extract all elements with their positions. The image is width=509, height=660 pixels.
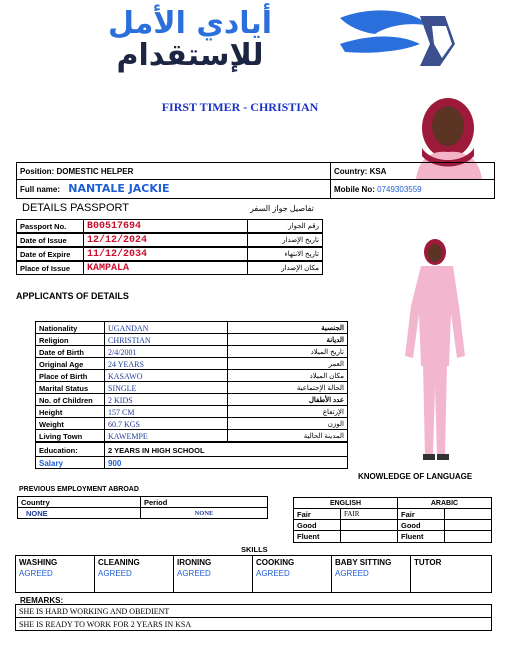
passport-value-0: B00517694 <box>83 219 248 233</box>
passport-value-2: 11/12/2034 <box>83 247 248 261</box>
skill-status-0: AGREED <box>19 569 53 578</box>
applicant-ar-8: الوزن <box>227 417 348 430</box>
applicant-ar-3: العمر <box>227 357 348 370</box>
remarks-line-1: SHE IS READY TO WORK FOR 2 YEARS IN KSA <box>15 617 492 631</box>
position-cell <box>16 162 331 180</box>
education-label: Education: <box>35 442 105 457</box>
applicant-label-9: Living Town <box>35 429 105 442</box>
language-heading: KNOWLEDGE OF LANGUAGE <box>358 472 473 481</box>
language-english-mark-fair: FAIR <box>340 508 398 520</box>
skill-name-1: CLEANING <box>98 558 140 567</box>
mobile-value: 0749303559 <box>377 185 422 194</box>
employment-country-value: NONE <box>17 507 141 519</box>
applicant-value-8: 60.7 KGS <box>104 417 228 430</box>
employment-heading: PREVIOUS EMPLOYMENT ABROAD <box>19 486 139 493</box>
passport-ar-1: تاريخ الإصدار <box>247 233 323 247</box>
employment-period-header: Period <box>140 496 268 508</box>
language-arabic-level-1: Good <box>397 519 445 531</box>
language-arabic-level-0: Fair <box>397 508 445 520</box>
language-arabic-level-2: Fluent <box>397 530 445 543</box>
skill-status-4: AGREED <box>335 569 369 578</box>
applicant-ar-2: تاريخ الميلاد <box>227 345 348 358</box>
remarks-line-0: SHE IS HARD WORKING AND OBEDIENT <box>15 604 492 618</box>
fullname-cell <box>16 179 331 199</box>
skills-heading: SKILLS <box>241 545 268 554</box>
applicant-value-3: 24 YEARS <box>104 357 228 370</box>
skill-cell-1 <box>94 555 174 593</box>
passport-ar-0: رقم الجواز <box>247 219 323 233</box>
applicant-ar-1: الديانة <box>227 333 348 346</box>
applicant-ar-0: الجنسية <box>227 321 348 334</box>
passport-label-2: Date of Expire <box>16 247 84 261</box>
skill-name-5: TUTOR <box>414 558 442 567</box>
language-english-level-1: Good <box>293 519 341 531</box>
page-title: FIRST TIMER - CHRISTIAN <box>161 100 319 114</box>
applicant-label-6: No. of Children <box>35 393 105 406</box>
language-english-header: ENGLISH <box>293 497 398 509</box>
applicant-value-5: SINGLE <box>104 381 228 394</box>
mobile-cell <box>330 179 495 199</box>
company-logo <box>40 4 460 76</box>
fullname-label: Full name: <box>20 185 61 194</box>
passport-ar-3: مكان الإصدار <box>247 261 323 275</box>
applicant-ar-7: الإرتفاع <box>227 405 348 418</box>
passport-value-3: KAMPALA <box>83 261 248 275</box>
passport-label-1: Date of Issue <box>16 233 84 247</box>
employment-period-value: NONE <box>140 507 268 519</box>
passport-label-0: Passport No. <box>16 219 84 233</box>
language-arabic-mark-fluent <box>444 530 492 543</box>
applicant-value-9: KAWEMPE <box>104 429 228 442</box>
applicant-value-7: 157 CM <box>104 405 228 418</box>
applicant-value-2: 2/4/2001 <box>104 345 228 358</box>
country-value: KSA <box>369 167 387 176</box>
skill-status-3: AGREED <box>256 569 290 578</box>
logo-arabic-line1: أيادي الأمل <box>107 6 273 41</box>
position-label: Position: <box>20 167 55 176</box>
applicant-label-8: Weight <box>35 417 105 430</box>
salary-label: Salary <box>35 456 105 469</box>
language-english-mark-fluent <box>340 530 398 543</box>
skill-status-2: AGREED <box>177 569 211 578</box>
skill-name-2: IRONING <box>177 558 212 567</box>
skills-table <box>15 555 492 593</box>
applicant-label-2: Date of Birth <box>35 345 105 358</box>
applicant-ar-9: المدينة الحالية <box>227 429 348 442</box>
skill-cell-2 <box>173 555 253 593</box>
applicant-value-1: CHRISTIAN <box>104 333 228 346</box>
applicant-ar-6: عدد الأطفال <box>227 393 348 406</box>
language-english-level-2: Fluent <box>293 530 341 543</box>
skill-name-3: COOKING <box>256 558 295 567</box>
applicant-label-7: Height <box>35 405 105 418</box>
passport-label-3: Place of Issue <box>16 261 84 275</box>
employment-country-header: Country <box>17 496 141 508</box>
skill-cell-3 <box>252 555 332 593</box>
salary-value: 900 <box>104 456 348 469</box>
applicant-value-4: KASAWO <box>104 369 228 382</box>
applicant-label-1: Religion <box>35 333 105 346</box>
applicant-label-5: Marital Status <box>35 381 105 394</box>
position-value: DOMESTIC HELPER <box>56 167 134 176</box>
mobile-label: Mobile No: <box>334 185 375 194</box>
applicant-label-0: Nationality <box>35 321 105 334</box>
skill-name-0: WASHING <box>19 558 58 567</box>
logo-arabic-line2: للإستقدام <box>116 38 264 73</box>
fullname-value: NANTALE JACKIE <box>68 182 170 195</box>
education-value: 2 YEARS IN HIGH SCHOOL <box>104 442 348 457</box>
applicant-label-3: Original Age <box>35 357 105 370</box>
language-english-level-0: Fair <box>293 508 341 520</box>
country-label: Country: <box>334 167 368 176</box>
skill-cell-0 <box>15 555 95 593</box>
passport-value-1: 12/12/2024 <box>83 233 248 247</box>
country-cell <box>330 162 495 180</box>
applicant-ar-5: الحالة الإجتماعية <box>227 381 348 394</box>
applicant-value-0: UGANDAN <box>104 321 228 334</box>
skill-status-1: AGREED <box>98 569 132 578</box>
skill-cell-4 <box>331 555 411 593</box>
passport-heading: DETAILS PASSPORT <box>22 202 129 214</box>
full-body-photo <box>395 236 485 464</box>
applicant-value-6: 2 KIDS <box>104 393 228 406</box>
skill-name-4: BABY SITTING <box>335 558 392 567</box>
language-arabic-header: ARABIC <box>397 497 492 509</box>
remarks-heading: REMARKS: <box>20 596 64 605</box>
passport-ar-2: تاريخ الانتهاء <box>247 247 323 261</box>
applicant-ar-4: مكان الميلاد <box>227 369 348 382</box>
skill-cell-5 <box>410 555 492 593</box>
applicant-heading: APPLICANTS OF DETAILS <box>16 291 129 301</box>
applicant-label-4: Place of Birth <box>35 369 105 382</box>
passport-heading-ar: تفاصيل جواز السفر <box>250 204 314 213</box>
